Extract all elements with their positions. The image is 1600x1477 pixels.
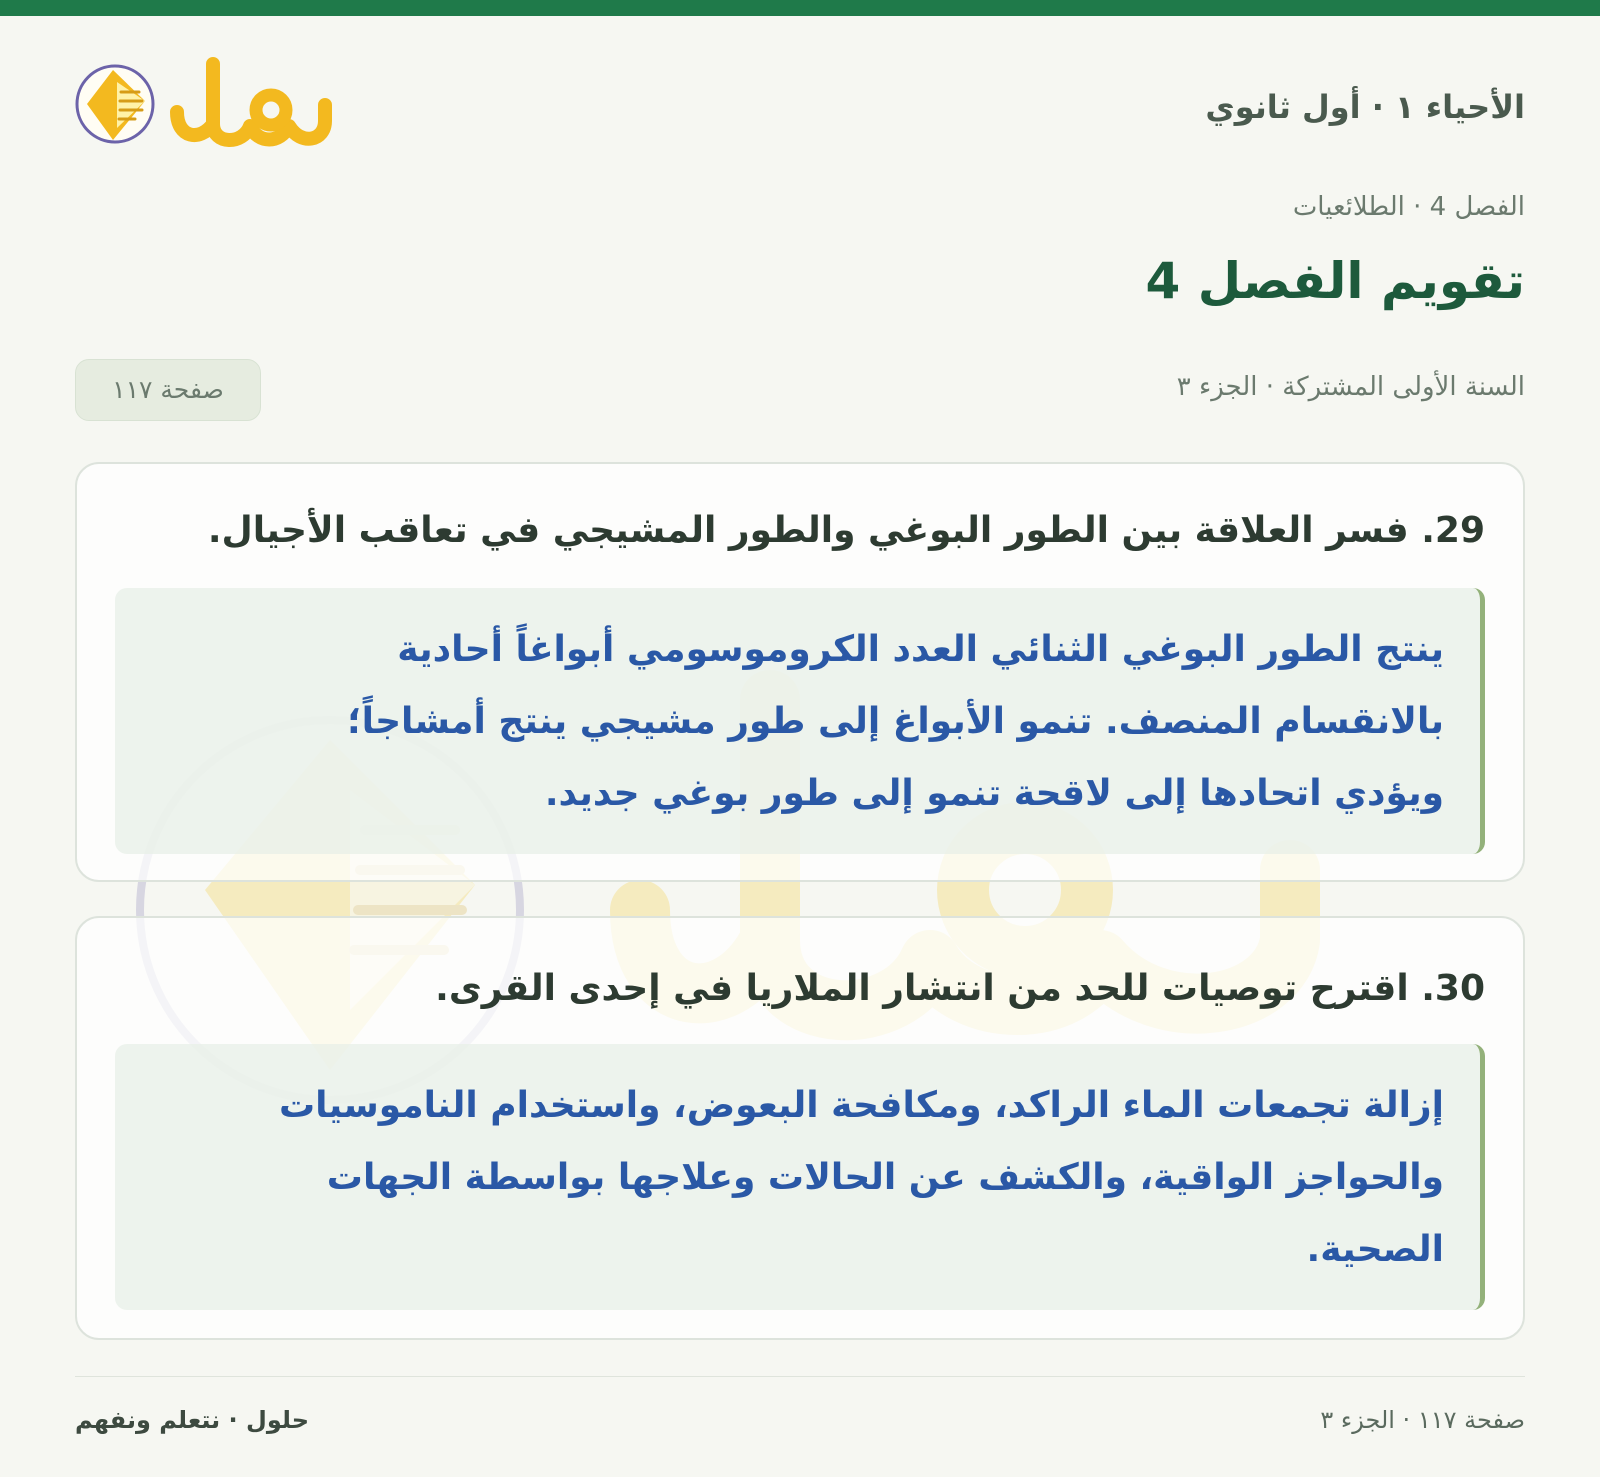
page-title: تقويم الفصل 4	[1145, 252, 1525, 310]
page-header	[75, 52, 1525, 162]
answer-box	[115, 588, 1485, 854]
chapter-label: الفصل 4 · الطلائعيات	[1292, 192, 1525, 222]
question-text: 30. اقترح توصيات للحد من انتشار الملاريا في إحدى القرى.	[435, 968, 1485, 1009]
book-title: الأحياء ١ · أول ثانوي	[1205, 88, 1525, 126]
top-accent-bar	[0, 0, 1600, 16]
page-number-badge: صفحة ١١٧	[75, 359, 261, 421]
question-text: 29. فسر العلاقة بين الطور البوغي والطور المشيجي في تعاقب الأجيال.	[207, 510, 1485, 551]
answer-box	[115, 1044, 1485, 1310]
answer-line: الصحية.	[1306, 1229, 1444, 1270]
book-logo-icon	[75, 52, 335, 156]
answer-line: ويؤدي اتحادها إلى لاقحة تنمو إلى طور بوغي جديد.	[544, 773, 1444, 814]
question-card-30	[75, 916, 1525, 1340]
footer-page-info: صفحة ١١٧ · الجزء ٣	[1320, 1406, 1525, 1434]
answer-line: والحواجز الواقية، والكشف عن الحالات وعلاجها بواسطة الجهات	[326, 1157, 1444, 1198]
answer-line: ينتج الطور البوغي الثنائي العدد الكروموسومي أبواغاً أحادية	[397, 629, 1444, 670]
footer-divider	[75, 1376, 1525, 1377]
question-card-29	[75, 462, 1525, 882]
book-meta: السنة الأولى المشتركة · الجزء ٣	[1176, 372, 1525, 402]
answer-line: بالانقسام المنصف. تنمو الأبواغ إلى طور مشيجي ينتج أمشاجاً؛	[347, 701, 1444, 742]
answer-line: إزالة تجمعات الماء الراكد، ومكافحة البعوض، واستخدام الناموسيات	[278, 1085, 1444, 1126]
footer-brand: حلول · نتعلم ونفهم	[75, 1406, 309, 1434]
